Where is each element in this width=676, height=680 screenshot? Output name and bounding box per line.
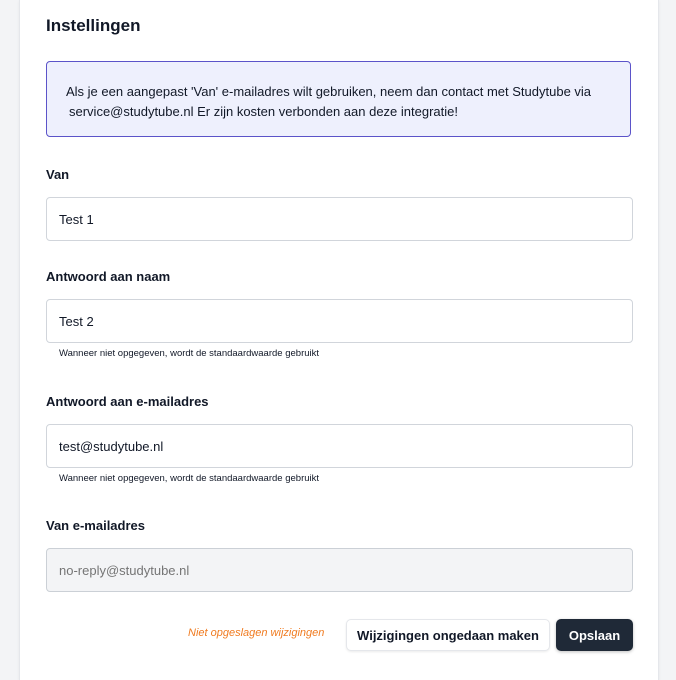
from-email-label: Van e-mailadres [46,518,145,533]
notice-line-2: service@studytube.nl Er zijn kosten verbonden aan deze integratie! [69,103,458,119]
page-title: Instellingen [46,16,141,35]
from-email-input [46,548,633,592]
undo-changes-button[interactable]: Wijzigingen ongedaan maken [346,619,550,651]
reply-name-label: Antwoord aan naam [46,269,171,284]
reply-email-input[interactable] [46,424,633,468]
reply-email-label: Antwoord aan e-mailadres [46,394,209,409]
settings-card [19,0,659,680]
unsaved-changes-text: Niet opgeslagen wijzigingen [188,627,325,639]
info-notice [46,61,631,137]
from-input[interactable] [46,197,633,241]
reply-email-help: Wanneer niet opgegeven, wordt de standaardwaarde gebruikt [59,473,320,484]
reply-name-input[interactable] [46,299,633,343]
notice-line-1: Als je een aangepast 'Van' e-mailadres wilt gebruiken, neem dan contact met Studytube via [66,84,592,99]
from-label: Van [46,167,70,182]
reply-name-help: Wanneer niet opgegeven, wordt de standaardwaarde gebruikt [59,348,320,359]
save-button[interactable]: Opslaan [556,619,633,651]
